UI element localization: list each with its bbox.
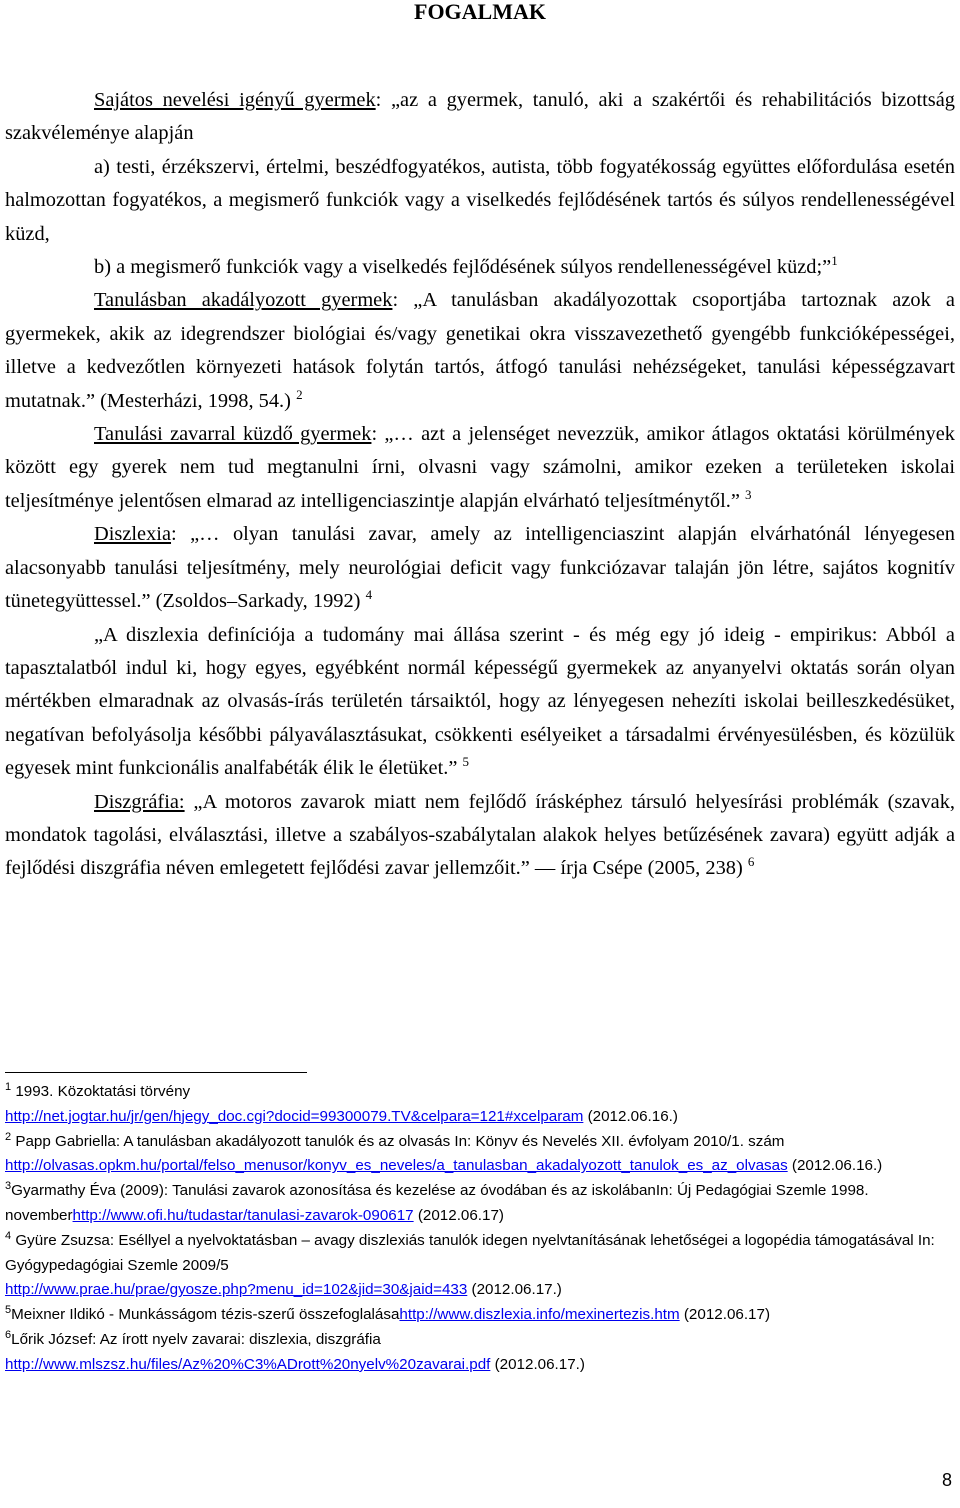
footnote-5-link[interactable]: http://www.diszlexia.info/mexinertezis.htm (399, 1306, 680, 1324)
footnote-1-link[interactable]: http://net.jogtar.hu/jr/gen/hjegy_doc.cgi?docid=99300079.TV&celpara=121#xcelparam (5, 1107, 584, 1125)
footnote-5-date: (2012.06.17) (679, 1306, 771, 1324)
definition-special-needs-a: a) testi, érzékszervi, értelmi, beszédfogyatékos, autista, több fogyatékosság együttes előfordulása esetén halmozottan fogyatékos, a megismerő funkciók vagy a viselkedés fejlődésének tartós és súlyos rendellenességével küzd, (5, 155, 955, 245)
footnote-ref-4: 4 (365, 587, 373, 603)
definition-dyslexia (5, 518, 955, 618)
footnote-1-date: (2012.06.16.) (583, 1107, 678, 1125)
dyslexia-quote-text: „A diszlexia definíciója a tudomány mai állása szerint - és még egy jó ideig - empirikus: Abból a tapasztalatból indul ki, hogy egyes, egyébként normál képességű gyermekek az anyanyelvi oktatás során olyan mértékben elmaradnak az olvasás-írás területén társaiktól, hogy az lényegesen nehezíti iskolai beilleszkedésüket, negatívan befolyásolja későbbi pályaválasztásukat, csökkenti esélyeiket a társadalmi érvényesülésben, és közülük egyesek mint funkcionális analfabéták élik le életüket.” (5, 623, 955, 780)
footnote-2-date: (2012.06.16.) (787, 1157, 883, 1175)
footnote-ref-1: 1 (831, 253, 838, 269)
footnote-6-text: Lőrik József: Az írott nyelv zavarai: diszlexia, diszgráfia (11, 1330, 381, 1348)
footnote-ref-2: 2 (296, 386, 303, 402)
footnote-4-date: (2012.06.17.) (467, 1281, 562, 1299)
definition-learning-disorder (5, 418, 955, 518)
dyslexia-quote (5, 619, 955, 786)
footnote-2 (5, 1130, 955, 1180)
footnote-4 (5, 1229, 955, 1303)
definition-learning-disorder-text: : „… azt a jelenséget nevezzük, amikor átlagos oktatási körülmények között egy gyerek nem tud megtanulni írni, olvasni vagy számolni, amikor ezeken a területeken iskolai teljesítménye jelentősen elmarad az intelligenciaszintje alapján elvárható teljesítménytől.” (5, 423, 955, 512)
definition-special-needs-b-text: b) a megismerő funkciók vagy a viselkedés fejlődésének súlyos rendellenességével küzd;” (94, 256, 832, 279)
definition-special-needs-b (5, 251, 955, 284)
definition-learning-impaired-text: : „A tanulásban akadályozottak csoportjába tartoznak azok a gyermekek, akik az idegrendszer biológiai és/vagy genetikai okra visszavezethető gyengébb funkcióképességei, illetve a kedvezőtlen környezeti hatások folytán tartós, átfogó tanulási nehézségeket, tanulási képességzavart mutatnak.” (Mesterházi, 1998, 54.) (5, 289, 955, 412)
page-number: 8 (941, 1470, 952, 1490)
definition-dyslexia-text: : „… olyan tanulási zavar, amely az intelligenciaszint alapján elvárhatónál lényegesen alacsonyabb tanulási teljesítmény, mely neurológiai deficit vagy funkciózavar talaján jön létre, sajátos kognitív tünetegyüttessel.” (Zsoldos–Sarkady, 1992) (5, 523, 955, 613)
footnote-ref-3: 3 (745, 487, 752, 503)
document-body (5, 0, 955, 886)
footnote-ref-5: 5 (462, 754, 469, 770)
term-learning-disorder: Tanulási zavarral küzdő gyermek (94, 423, 372, 446)
footnote-3-text: Gyarmathy Éva (2009): Tanulási zavarok azonosítása és kezelése az óvodában és az iskolábanIn: Új Pedagógiai Szemle 1998. november (5, 1182, 869, 1224)
footnote-4-link[interactable]: http://www.prae.hu/prae/gyosze.php?menu_id=102&jid=30&jaid=433 (5, 1281, 468, 1299)
term-learning-impaired: Tanulásban akadályozott gyermek (94, 289, 393, 312)
term-dysgraphia: Diszgráfia: (94, 790, 185, 813)
page-title: FOGALMAK (414, 0, 546, 24)
footnote-separator (5, 1072, 307, 1073)
footnote-5-number: 5 (5, 1304, 12, 1317)
footnotes (5, 1080, 955, 1378)
footnote-1-text: 1993. Közoktatási törvény (11, 1083, 191, 1100)
footnote-4-number: 4 (5, 1229, 12, 1242)
definition-dysgraphia (5, 786, 955, 886)
footnote-6-number: 6 (5, 1328, 12, 1341)
footnote-6-date: (2012.06.17.) (490, 1355, 585, 1373)
footnote-5 (5, 1303, 955, 1328)
footnote-2-link[interactable]: http://olvasas.opkm.hu/portal/felso_menusor/konyv_es_neveles/a_tanulasban_akadalyozott_tanulok_es_az_olvasas (5, 1157, 788, 1175)
footnote-ref-6: 6 (747, 854, 755, 870)
footnote-6-link[interactable]: http://www.mlszsz.hu/files/Az%20%C3%ADrott%20nyelv%20zavarai.pdf (5, 1355, 491, 1373)
footnote-6 (5, 1328, 955, 1378)
footnote-3-date: (2012.06.17) (413, 1206, 504, 1224)
footnote-2-text: Papp Gabriella: A tanulásban akadályozott tanulók és az olvasás In: Könyv és Nevelés XII. évfolyam 2010/1. szám (11, 1132, 785, 1150)
footnote-3 (5, 1179, 955, 1229)
definition-special-needs (5, 84, 955, 151)
definition-dysgraphia-text: „A motoros zavarok miatt nem fejlődő írásképhez társuló helyesírási problémák (szavak, mondatok tagolási, elválasztási, illetve a szabályos-szabálytalan alakok helyes betűzésének zavara) együtt adják a fejlődési diszgráfia néven emlegetett fejlődési zavar jellemzőit.” — írja Csépe (2005, 238) (5, 790, 955, 880)
footnote-5-text: Meixner Ildikó - Munkásságom tézis-szerű összefoglalása (11, 1306, 400, 1324)
footnote-2-number: 2 (5, 1130, 12, 1143)
footnote-1 (5, 1080, 955, 1130)
definition-special-needs-text: : „az a gyermek, tanuló, aki a szakértői és rehabilitációs bizottság szakvéleménye alapján (5, 89, 955, 145)
footnote-1-number: 1 (5, 1080, 12, 1093)
definition-learning-impaired (5, 284, 955, 418)
term-dyslexia: Diszlexia (94, 523, 172, 546)
term-special-needs: Sajátos nevelési igényű gyermek (94, 89, 376, 111)
footnote-3-number: 3 (5, 1180, 12, 1193)
footnote-4-text: Gyüre Zsuzsa: Eséllyel a nyelvoktatásban – avagy diszlexiás tanulók idegen nyelvtanításának lehetőségei a logopédia támogatásával In: Gyógypedagógiai Szemle 2009/5 (5, 1231, 935, 1274)
footnote-3-link[interactable]: http://www.ofi.hu/tudastar/tanulasi-zavarok-090617 (72, 1206, 414, 1224)
